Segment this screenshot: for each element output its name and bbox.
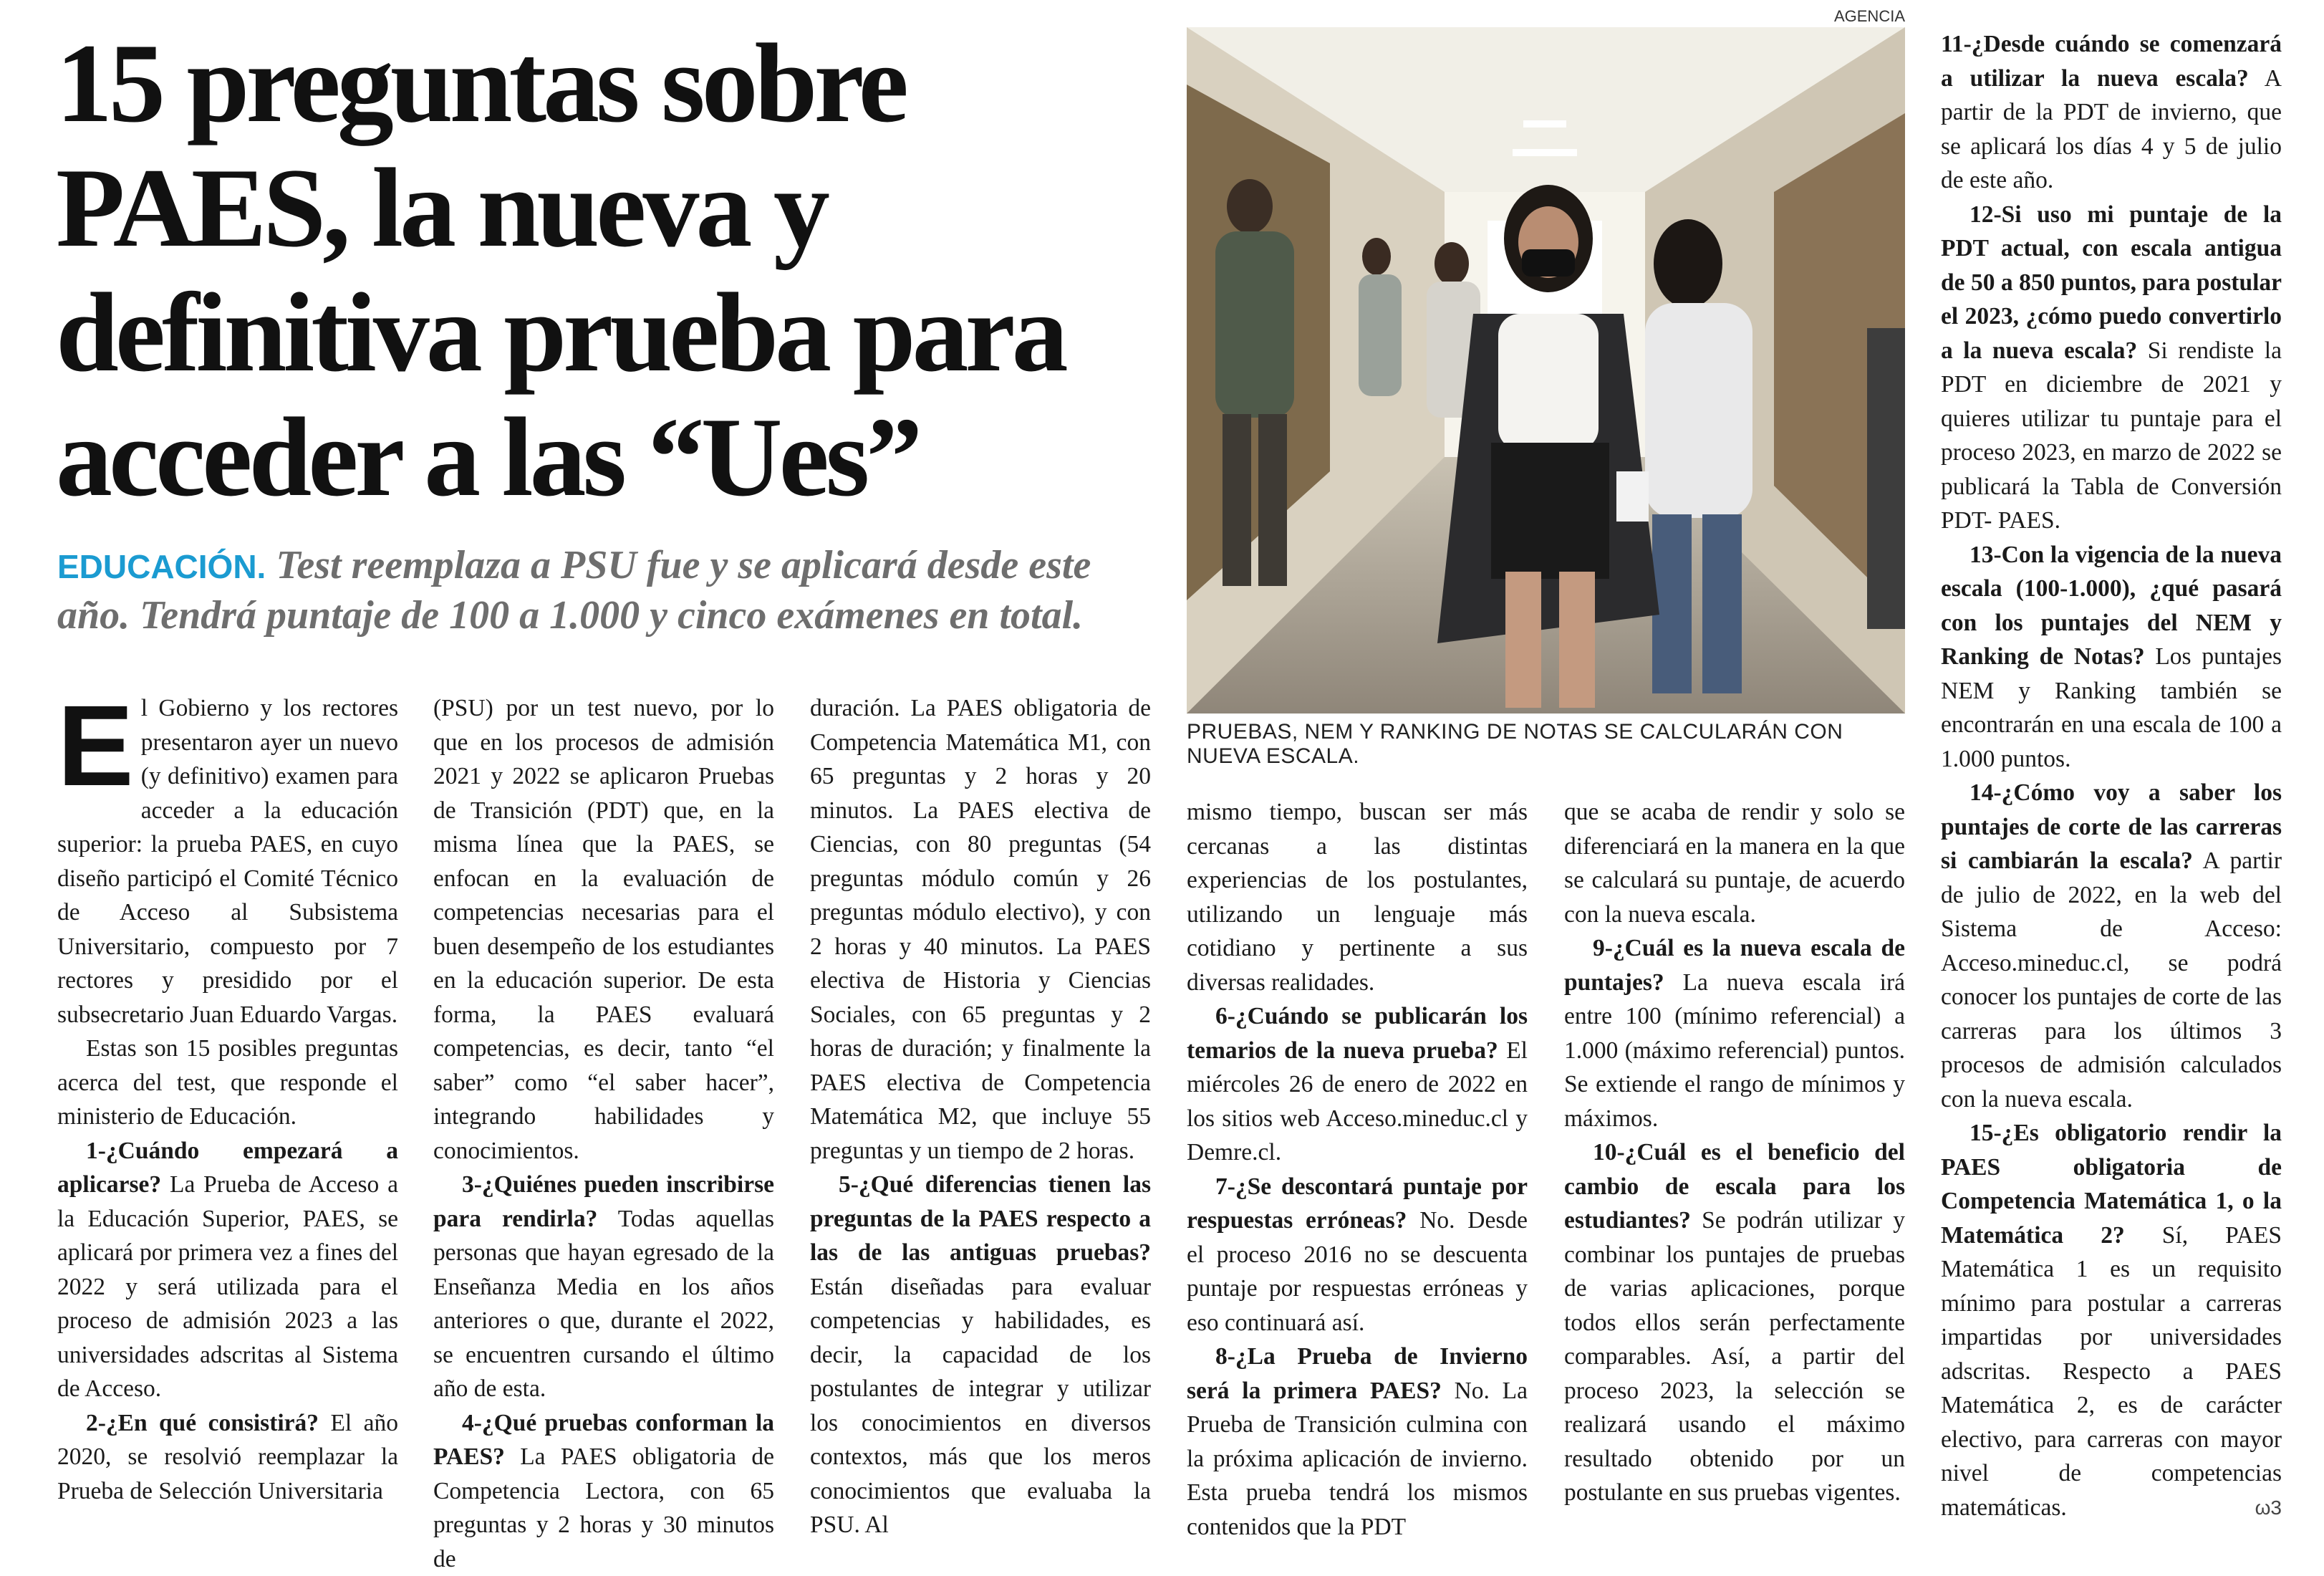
question: 3-¿Quiénes pueden inscribirse para rendirla? <box>433 1171 774 1232</box>
qa-4 <box>433 1406 774 1576</box>
answer: La PAES obligatoria de Competencia Lectora, con 65 preguntas y 2 horas y 30 minutos de <box>433 1443 774 1572</box>
question: 7-¿Se descontará puntaje por respuestas erróneas? <box>1187 1173 1528 1234</box>
lead-text: l Gobierno y los rectores presentaron ayer un nuevo (y definitivo) examen para acceder a la educación superior: la prueba PAES, en cuyo diseño participó el Comité Técnico de Acceso al Subsistema Universitario, compuesto por 7 rectores y presidido por el subsecretario Juan Eduardo Vargas. <box>57 695 398 1028</box>
qa-10 <box>1564 1135 1905 1510</box>
qa-1 <box>57 1134 398 1406</box>
question: 1-¿Cuándo empezará a aplicarse? <box>57 1138 398 1198</box>
headline: 15 preguntas sobre PAES, la nueva y definitiva prueba para acceder a las “Ues” <box>56 21 1152 520</box>
column-5 <box>1564 795 1905 1510</box>
paragraph <box>1564 795 1905 931</box>
question: 11-¿Desde cuándo se comenzará a utilizar la nueva escala? <box>1941 31 2282 92</box>
paragraph-text: duración. La PAES obligatoria de Competencia Matemática M1, con 65 preguntas y 2 horas y 20 minutos. La PAES electiva de Ciencias, con 80 preguntas (54 preguntas módulo común y 26 preguntas módulo electivo), y con 2 horas y 40 minutos. La PAES electiva de Historia y Ciencias Sociales, con 65 preguntas y 2 horas de duración; y finalmente la PAES electiva de Competencia Matemática M2, que incluye 55 preguntas y un tiempo de 2 horas. <box>810 695 1151 1164</box>
qa-15 <box>1941 1116 2282 1524</box>
deck <box>57 541 1160 640</box>
photo-caption: PRUEBAS, NEM Y RANKING DE NOTAS SE CALCULARÁN CON NUEVA ESCALA. <box>1187 720 1905 769</box>
answer: Si rendiste la PDT en diciembre de 2021 y quieres utilizar tu puntaje para el proceso 2023, en marzo de 2022 se publicará la Tabla de Conversión PDT- PAES. <box>1941 337 2282 534</box>
lead-paragraph <box>57 691 398 1032</box>
column-4 <box>1187 795 1528 1544</box>
deck-text: Test reemplaza a PSU fue y se aplicará desde este año. Tendrá puntaje de 100 a 1.000 y cinco exámenes en total. <box>57 543 1091 638</box>
answer: El miércoles 26 de enero de 2022 en los sitios web Acceso.mineduc.cl y Demre.cl. <box>1187 1037 1528 1166</box>
qa-8 <box>1187 1340 1528 1544</box>
answer: No. La Prueba de Transición culmina con la próxima aplicación de invierno. Esta prueba tendrá los mismos contenidos que la PDT <box>1187 1378 1528 1540</box>
qa-12 <box>1941 198 2282 538</box>
question: 2-¿En qué consistirá? <box>86 1410 319 1436</box>
qa-9 <box>1564 931 1905 1135</box>
article-photo <box>1187 27 1905 713</box>
answer: Se podrán utilizar y combinar los puntajes de pruebas de varias aplicaciones, porque todos ellos serán perfectamente comparables. Así, a partir del proceso 2023, la selección se realizará usando el máximo resultado obtenido por un postulante en sus pruebas vigentes. <box>1564 1207 1905 1506</box>
question: 5-¿Qué diferencias tienen las preguntas de la PAES respecto a las de las antiguas pruebas? <box>810 1171 1151 1266</box>
question: 10-¿Cuál es el beneficio del cambio de escala para los estudiantes? <box>1564 1139 1905 1234</box>
question: 13-Con la vigencia de la nueva escala (100-1.000), ¿qué pasará con los puntajes del NEM y Ranking de Notas? <box>1941 542 2282 671</box>
qa-3 <box>433 1168 774 1406</box>
paragraph <box>1187 795 1528 999</box>
question: 15-¿Es obligatorio rendir la PAES obligatoria de Competencia Matemática 1, o la Matemática 2? <box>1941 1120 2282 1249</box>
end-mark-icon: ω3 <box>2227 1491 2282 1525</box>
paragraph-text: que se acaba de rendir y solo se diferenciará en la manera en la que se calculará su puntaje, de acuerdo con la nueva escala. <box>1564 799 1905 928</box>
qa-5 <box>810 1168 1151 1542</box>
qa-6 <box>1187 999 1528 1170</box>
question: 4-¿Qué pruebas conforman la PAES? <box>433 1410 774 1471</box>
answer: Están diseñadas para evaluar competencias y habilidades, es decir, la capacidad de los postulantes de integrar y utilizar los conocimientos en diversos contextos, más que los meros conocimientos que evaluaba la PSU. Al <box>810 1274 1151 1539</box>
paragraph <box>57 1032 398 1134</box>
photo-credit: AGENCIA <box>1798 7 1905 44</box>
paragraph-text: Estas son 15 posibles preguntas acerca del test, que responde el ministerio de Educación. <box>57 1035 398 1130</box>
column-3 <box>810 691 1151 1542</box>
question: 12-Si uso mi puntaje de la PDT actual, con escala antigua de 50 a 850 puntos, para postular el 2023, ¿cómo puedo convertirlo a la nueva escala? <box>1941 201 2282 364</box>
qa-7 <box>1187 1170 1528 1340</box>
section-kicker: EDUCACIÓN. <box>57 548 266 585</box>
answer: A partir de julio de 2022, en la web del Sistema de Acceso: Acceso.mineduc.cl, se podrá conocer los puntajes de corte de las carreras para los últimos 3 procesos de admisión calculados con la nueva escala. <box>1941 847 2282 1113</box>
paragraph-text: mismo tiempo, buscan ser más cercanas a las distintas experiencias de los postulantes, utilizando un lenguaje más cotidiano y pertinente a sus diversas realidades. <box>1187 799 1528 996</box>
answer: Todas aquellas personas que hayan egresado de la Enseñanza Media en los años anteriores o que, durante el 2022, se encuentren cursando el último año de esta. <box>433 1206 774 1403</box>
answer: El año 2020, se resolvió reemplazar la Prueba de Selección Universitaria <box>57 1410 398 1504</box>
drop-cap: E <box>57 696 134 796</box>
answer: La Prueba de Acceso a la Educación Superior, PAES, se aplicará por primera vez a fines del 2022 y será utilizada para el proceso de admisión 2023 a las universidades adscritas al Sistema de Acceso. <box>57 1171 398 1402</box>
qa-14 <box>1941 776 2282 1116</box>
answer: Sí, PAES Matemática 1 es un requisito mínimo para postular a carreras impartidas por universidades adscritas. Respecto a PAES Matemática 2, es de carácter electivo, para carreras con mayor nivel de competencias matemáticas. <box>1941 1222 2282 1521</box>
qa-11 <box>1941 27 2282 198</box>
paragraph-text: (PSU) por un test nuevo, por lo que en los procesos de admisión 2021 y 2022 se aplicaron Pruebas de Transición (PDT) que, en la misma línea que la PAES, se enfocan en la evaluación de competencias necesarias para el buen desempeño de los estudiantes en la educación superior. De esta forma, la PAES evaluará competencias, es decir, tanto “el saber” como “el saber hacer”, integrando habilidades y conocimientos. <box>433 695 774 1164</box>
question: 9-¿Cuál es la nueva escala de puntajes? <box>1564 935 1905 996</box>
qa-2 <box>57 1406 398 1509</box>
question: 8-¿La Prueba de Invierno será la primera PAES? <box>1187 1343 1528 1404</box>
qa-13 <box>1941 538 2282 777</box>
paragraph <box>433 691 774 1168</box>
paragraph <box>810 691 1151 1168</box>
answer: Los puntajes NEM y Ranking también se encontrarán en una escala de 100 a 1.000 puntos. <box>1941 643 2282 772</box>
question: 6-¿Cuándo se publicarán los temarios de la nueva prueba? <box>1187 1003 1528 1064</box>
question: 14-¿Cómo voy a saber los puntajes de corte de las carreras si cambiarán la escala? <box>1941 779 2282 874</box>
answer: La nueva escala irá entre 100 (mínimo referencial) a 1.000 (máximo referencial) puntos. Se extiende el rango de mínimos y máximos. <box>1564 969 1905 1132</box>
answer: A partir de la PDT de invierno, que se aplicará los días 4 y 5 de julio de este año. <box>1941 65 2282 194</box>
answer: No. Desde el proceso 2016 no se descuenta puntaje por respuestas erróneas y eso continuará así. <box>1187 1207 1528 1336</box>
column-6 <box>1941 27 2282 1524</box>
column-1 <box>57 691 398 1508</box>
column-2 <box>433 691 774 1576</box>
hallway-students-illustration <box>1187 27 1905 713</box>
